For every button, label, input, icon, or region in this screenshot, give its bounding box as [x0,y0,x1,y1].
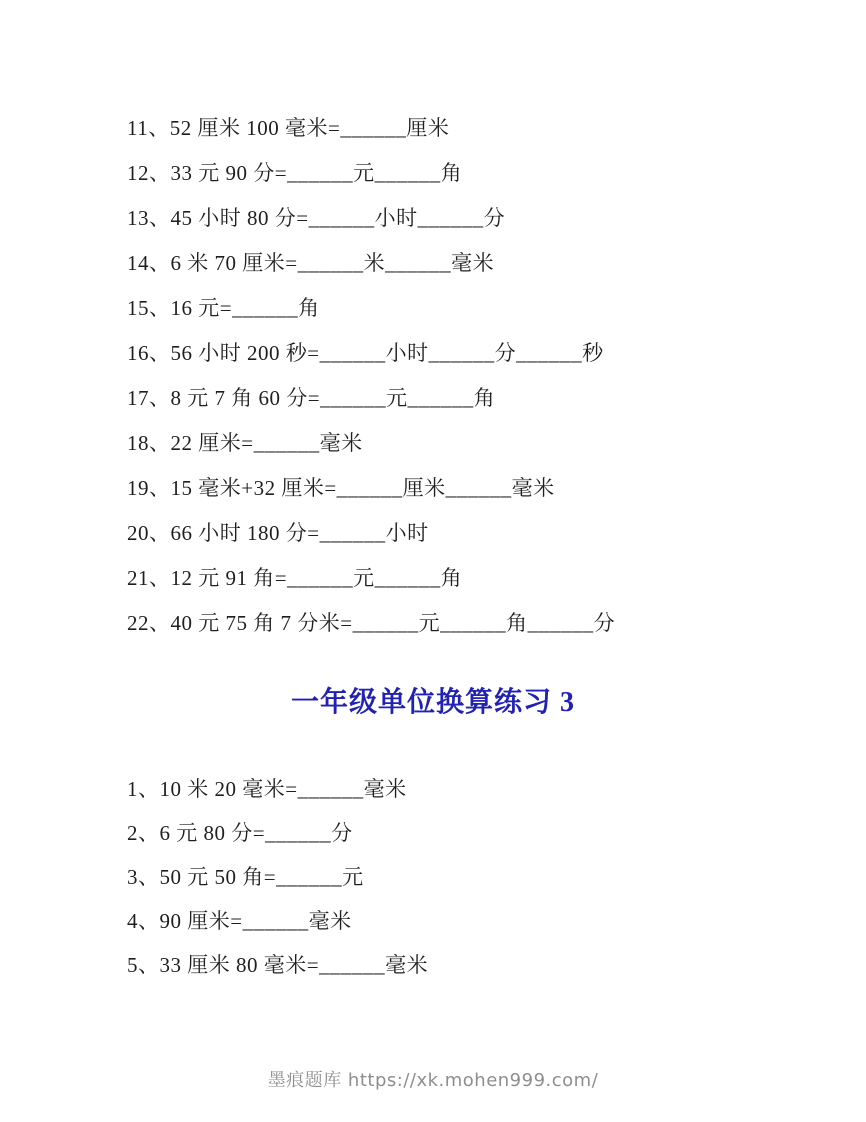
problem-item-15: 15、16 元=______角 [127,295,320,320]
problem-item-22: 22、40 元 75 角 7 分米=______元______角______分 [127,610,616,635]
problem-item-16: 16、56 小时 200 秒=______小时______分______秒 [127,340,604,365]
problem-item-20: 20、66 小时 180 分=______小时 [127,520,429,545]
problem-item-1: 1、10 米 20 毫米=______毫米 [127,777,407,801]
problem-item-11: 11、52 厘米 100 毫米=______厘米 [127,115,450,140]
problem-item-19: 19、15 毫米+32 厘米=______厘米______毫米 [127,475,555,500]
problem-item-5: 5、33 厘米 80 毫米=______毫米 [127,953,429,977]
problem-item-14: 14、6 米 70 厘米=______米______毫米 [127,250,495,275]
problem-list-part3 [0,766,866,986]
problem-item-21: 21、12 元 91 角=______元______角 [127,565,463,590]
problem-item-13: 13、45 小时 80 分=______小时______分 [127,205,506,230]
problem-item-4: 4、90 厘米=______毫米 [127,909,352,933]
problem-item-18: 18、22 厘米=______毫米 [127,430,363,455]
problem-item-12: 12、33 元 90 分=______元______角 [127,160,463,185]
page-footer-source: 墨痕题库 https://xk.mohen999.com/ [267,1070,599,1091]
section-title-exercise-3: 一年级单位换算练习 3 [290,687,575,718]
problem-item-3: 3、50 元 50 角=______元 [127,865,364,889]
problem-item-2: 2、6 元 80 分=______分 [127,821,353,845]
problem-item-17: 17、8 元 7 角 60 分=______元______角 [127,385,496,410]
